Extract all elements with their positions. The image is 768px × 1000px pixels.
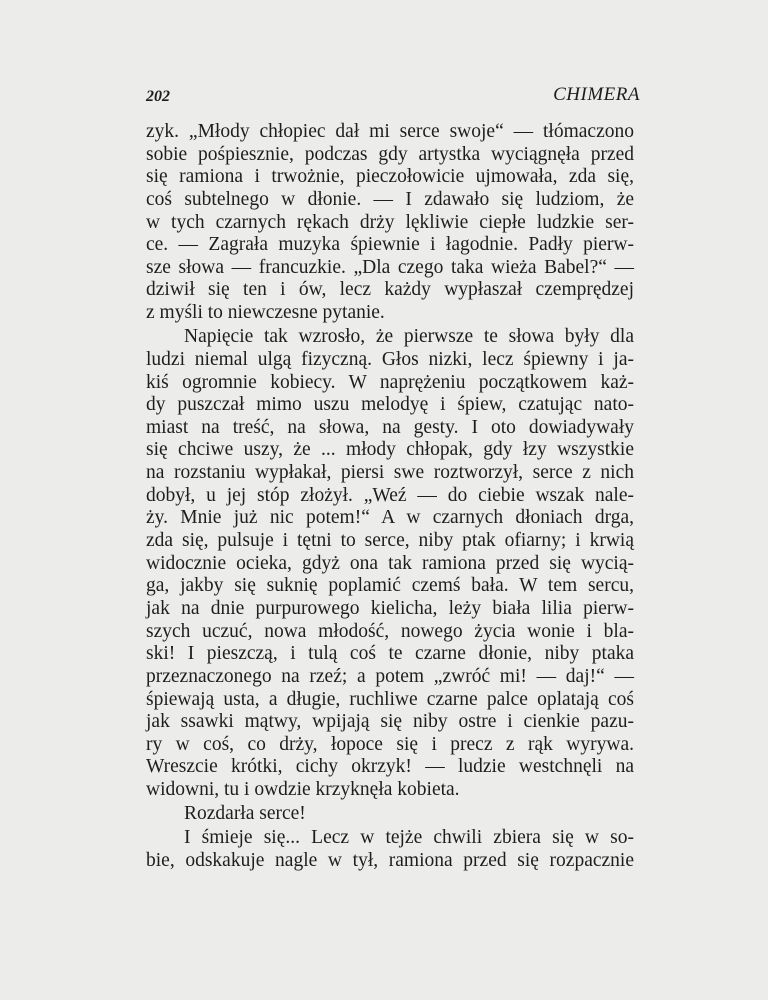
text-line: dobył, u jej stóp złożył. „Weź — do ciebie wszak nale- xyxy=(146,484,634,506)
text-line: coś subtelnego w dłonie. — I zdawało się ludziom, że xyxy=(146,188,634,210)
text-line: bie, odskakuje nagle w tył, ramiona przed się rozpacznie xyxy=(146,850,634,871)
body-text xyxy=(146,121,634,873)
paragraph xyxy=(146,803,634,826)
text-line: Wreszcie krótki, cichy okrzyk! — ludzie westchnęli na xyxy=(146,756,634,778)
text-line: się ramiona i trwożnie, pieczołowicie ujmowała, zda się, xyxy=(146,166,634,188)
text-line: jak ssawki mątwy, wpijają się niby ostre i cienkie pazu- xyxy=(146,711,634,733)
text-line: w tych czarnych rękach drży lękliwie ciepłe ludzkie ser- xyxy=(146,211,634,233)
text-line: się chciwe uszy, że ... młody chłopak, gdy łzy wszystkie xyxy=(146,439,634,461)
text-line: ski! I pieszczą, i tulą coś te czarne dłonie, niby ptaka xyxy=(146,643,634,665)
paragraph xyxy=(146,326,634,801)
text-line: widowni, tu i owdzie krzyknęła kobieta. xyxy=(146,779,460,801)
text-line: jak na dnie purpurowego kielicha, leży biała lilia pierw- xyxy=(146,597,634,619)
text-line: sze słowa — francuzkie. „Dla czego taka wieża Babel?“ — xyxy=(146,256,634,278)
text-line: z myśli to niewczesne pytanie. xyxy=(146,302,385,324)
text-line: ry w coś, co drży, łopoce się i precz z rąk wyrywa. xyxy=(146,733,634,755)
text-line: widocznie ocieka, gdyż ona tak ramiona przed się wycią- xyxy=(146,552,634,574)
text-line: szych uczuć, nowa młodość, nowego życia wonie i bla- xyxy=(146,620,634,642)
running-title: CHIMERA xyxy=(553,84,640,105)
paragraph xyxy=(146,827,634,872)
text-line: ce. — Zagrała muzyka śpiewnie i łagodnie. Padły pierw- xyxy=(146,234,634,256)
text-line: przeznaczonego na rzeź; a potem „zwróć mi! — daj!“ — xyxy=(146,665,634,687)
text-line: sobie pośpiesznie, podczas gdy artystka wyciągnęła przed xyxy=(146,143,634,165)
text-line: miast na treść, na słowa, na gesty. I oto dowiadywały xyxy=(146,416,634,438)
text-line: na rozstaniu wypłakał, piersi swe roztworzył, serce z nich xyxy=(146,462,634,484)
text-line: dy puszczał mimo uszu melodyę i śpiew, czatując nato- xyxy=(146,394,634,416)
text-line: Napięcie tak wzrosło, że pierwsze te słowa były dla xyxy=(184,326,634,348)
page-number: 202 xyxy=(146,88,170,105)
text-line: kiś ogromnie kobiecy. W naprężeniu początkowem każ- xyxy=(146,371,634,393)
text-line: ży. Mnie już nic potem!“ A w czarnych dłoniach drga, xyxy=(146,507,634,529)
text-line: zda się, pulsuje i tętni to serce, niby ptak ofiarny; i krwią xyxy=(146,530,634,552)
text-line: Rozdarła serce! xyxy=(184,803,306,825)
text-line: ludzi niemal ulgą fizyczną. Głos nizki, lecz śpiewny i ja- xyxy=(146,348,634,370)
text-line: śpiewają usta, a długie, ruchliwe czarne palce oplatają coś xyxy=(146,688,634,710)
text-line: ga, jakby się suknię poplamić czemś bała. W tem sercu, xyxy=(146,575,634,597)
text-line: dziwił się ten i ów, lecz każdy wypłaszał czemprędzej xyxy=(146,279,634,301)
text-line: zyk. „Młody chłopiec dał mi serce swoje“ — tłómaczono xyxy=(146,121,634,142)
text-line: I śmieje się... Lecz w tejże chwili zbiera się w so- xyxy=(184,827,634,849)
paragraph xyxy=(146,121,634,325)
